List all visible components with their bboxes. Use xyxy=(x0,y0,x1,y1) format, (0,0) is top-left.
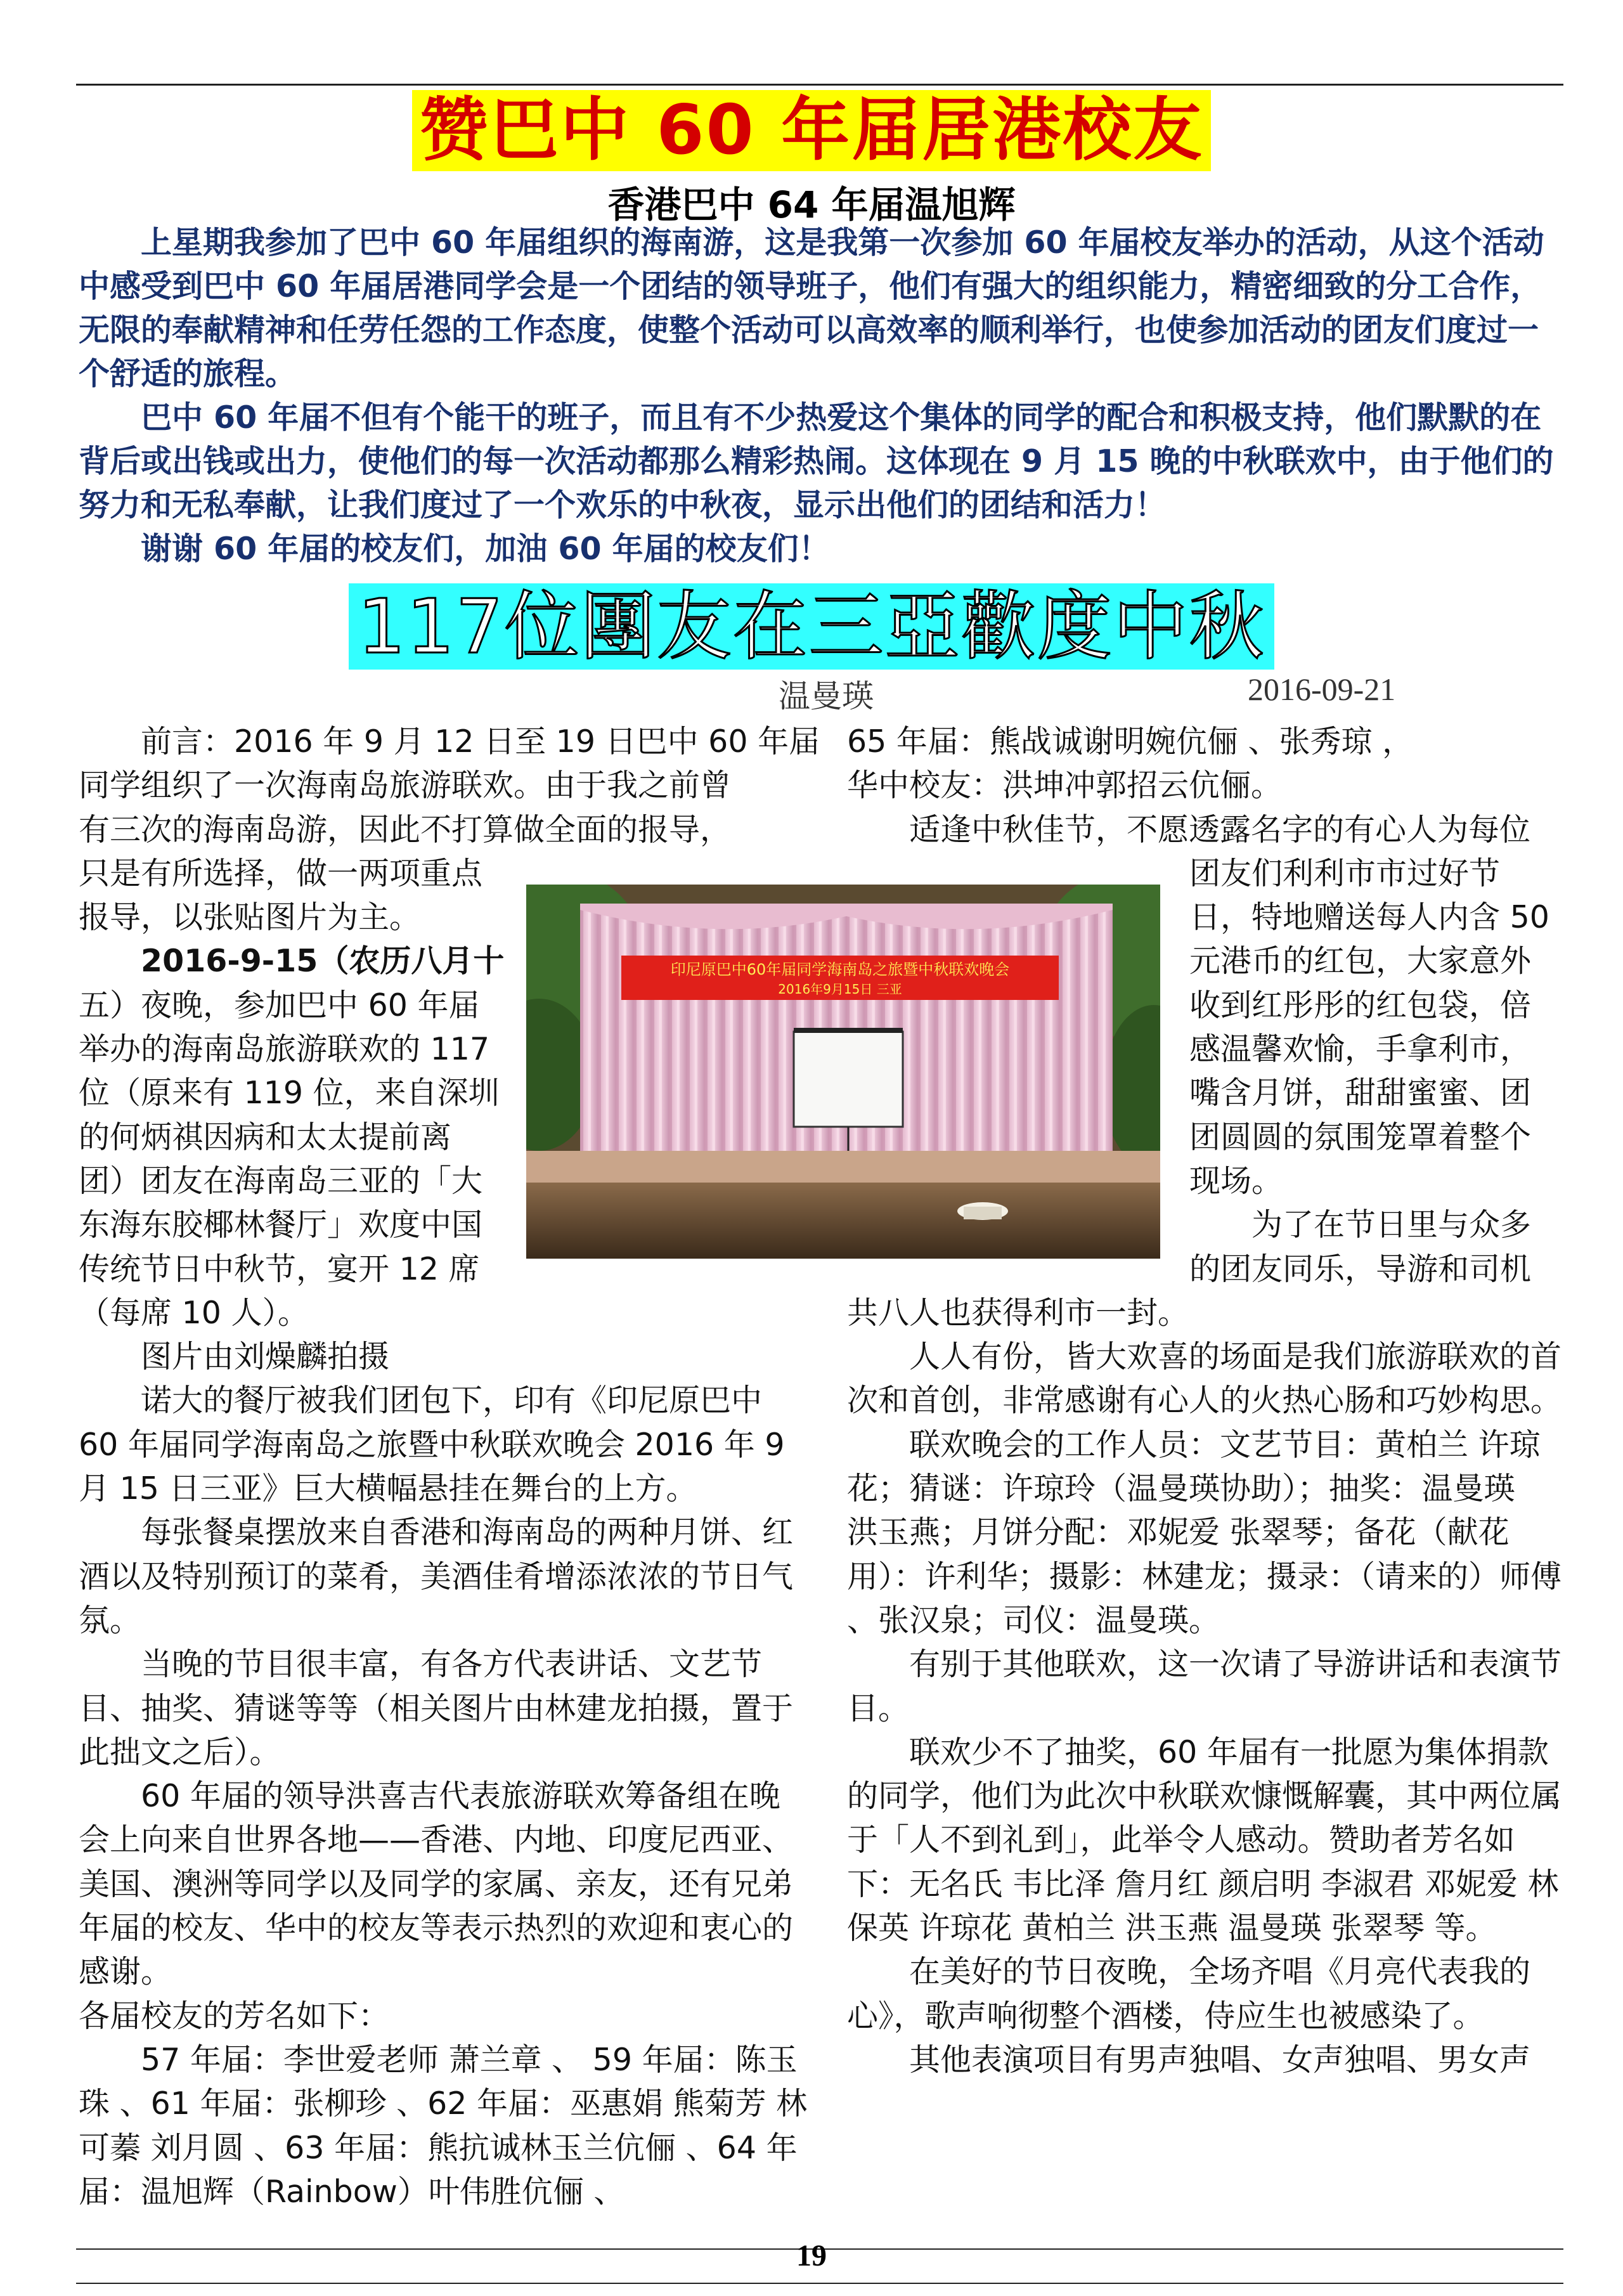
text-line: （每席 10 人）。 xyxy=(79,1294,309,1331)
article1-title-wrap xyxy=(0,90,1623,171)
text-line: 传统节日中秋节，宴开 12 席 xyxy=(79,1250,480,1287)
text-line: 只是有所选择，做一两项重点 xyxy=(79,855,483,892)
article1-body xyxy=(79,221,1556,571)
banner-text: 印尼原巴中60年届同学海南岛之旅暨中秋联欢晚会 xyxy=(670,961,1010,978)
text-line: 感温馨欢愉，手拿利市， xyxy=(1189,1031,1532,1068)
text-line: 现场。 xyxy=(1189,1162,1283,1199)
text-line: 嘴含月饼，甜甜蜜蜜、团 xyxy=(1189,1075,1532,1112)
text-line: 举办的海南岛旅游联欢的 117 xyxy=(79,1031,490,1068)
article2-title: 117位團友在三亞歡度中秋 xyxy=(349,583,1274,670)
top-rule xyxy=(76,84,1563,86)
paragraph: 诺大的餐厅被我们团包下，印有《印尼原巴中 60 年届同学海南岛之旅暨中秋联欢晚会 2016 年 9 月 15 日三亚》巨大横幅悬挂在舞台的上方。 xyxy=(79,1382,785,1507)
text-line: 东海东胶椰林餐厅」欢度中国 xyxy=(79,1207,483,1243)
text-line: 有三次的海南岛游，因此不打算做全面的报导， xyxy=(79,811,732,848)
stage-photo xyxy=(526,885,1160,1259)
article1-paragraph: 谢谢 60 年届的校友们，加油 60 年届的校友们！ xyxy=(141,531,830,567)
paragraph: 有别于其他联欢，这一次请了导游讲话和表演节目。 xyxy=(847,1646,1562,1727)
text-line: 2016-9-15（农历八月十 xyxy=(141,943,505,980)
text-line: 适逢中秋佳节，不愿透露名字的有心人为每位 xyxy=(909,811,1531,848)
paragraph: 洪玉燕；月饼分配：邓妮爱 张翠琴；备花（献花用）：许利华；摄影：林建龙；摄录：（请来的）师傅 、张汉泉；司仪：温曼瑛。 xyxy=(847,1514,1562,1638)
text-line: 收到红彤彤的红包袋，倍 xyxy=(1189,987,1532,1023)
stage-photo-illustration xyxy=(526,885,1160,1259)
text-line: 同学组织了一次海南岛旅游联欢。由于我之前曾 xyxy=(79,767,732,804)
text-line: 共八人也获得利市一封。 xyxy=(847,1294,1189,1331)
text-line: 五）夜晚，参加巴中 60 年届 xyxy=(79,987,480,1023)
bottom-rule-lower xyxy=(76,2283,1563,2284)
paragraph: 联欢少不了抽奖，60 年届有一批愿为集体捐款的同学，他们为此次中秋联欢慷慨解囊，其中两位属于「人不到礼到」，此举令人感动。赞助者芳名如下：无名氏 韦比泽 詹月红 颜启明 李淑君 邓妮爱 林保英 许琼花 黄柏兰 洪玉燕 温曼瑛 张翠琴 等。 xyxy=(847,1734,1562,1947)
text-line: 65 年届：熊战诚谢明婉伉俪 、张秀琼 ， xyxy=(847,723,1414,760)
page-number: 19 xyxy=(796,2239,827,2273)
banner-date: 2016年9月15日 三亚 xyxy=(778,982,902,997)
article2-date: 2016-09-21 xyxy=(1248,671,1396,707)
paragraph: 当晚的节目很丰富，有各方代表讲话、文艺节目、抽奖、猜谜等等（相关图片由林建龙拍摄，置于此拙文之后）。 xyxy=(79,1646,794,1770)
text-line: 元港币的红包，大家意外 xyxy=(1189,943,1532,980)
text-line: 团友们利利市市过好节 xyxy=(1189,855,1501,892)
text-line: 华中校友：洪坤冲郭招云伉俪。 xyxy=(847,767,1283,804)
text-line: 的团友同乐，导游和司机 xyxy=(1189,1250,1532,1287)
paragraph: 人人有份，皆大欢喜的场面是我们旅游联欢的首次和首创，非常感谢有心人的火热心肠和巧妙构思。 xyxy=(847,1339,1562,1419)
text-line: 日，特地赠送每人内含 50 xyxy=(1189,899,1549,936)
text-line: 团）团友在海南岛三亚的「大 xyxy=(79,1162,483,1199)
paragraph: 每张餐桌摆放来自香港和海南岛的两种月饼、红酒以及特别预订的菜肴，美酒佳肴增添浓浓的节日气氛。 xyxy=(79,1514,794,1638)
article1-paragraph: 上星期我参加了巴中 60 年届组织的海南游，这是我第一次参加 60 年届校友举办的活动，从这个活动中感受到巴中 60 年届居港同学会是一个团结的领导班子，他们有强大的组织能力，精密细致的分工合作，无限的奉献精神和任劳任怨的工作态度，使整个活动可以高效率的顺利举行，也使参加活动的团友们度过一个舒适的旅程。 xyxy=(79,224,1544,392)
text-line: 前言：2016 年 9 月 12 日至 19 日巴中 60 年届 xyxy=(141,723,820,760)
paragraph: 在美好的节日夜晚，全场齐唱《月亮代表我的心》，歌声响彻整个酒楼，侍应生也被感染了。 xyxy=(847,1954,1531,2034)
article2-author: 温曼瑛 xyxy=(779,678,874,715)
alumni-list: 57 年届：李世爱老师 萧兰章 、 59 年届：陈玉珠 、61 年届：张柳珍 、62 年届：巫惠娟 熊菊芳 林可蓁 刘月圆 、63 年届：熊抗诚林玉兰伉俪 、64 年届：温旭辉（Rainbow）叶伟胜伉俪 、 xyxy=(79,2041,808,2210)
paragraph: 其他表演项目有男声独唱、女声独唱、男女声 xyxy=(909,2041,1531,2078)
paragraph: 60 年届的领导洪喜吉代表旅游联欢筹备组在晚会上向来自世界各地——香港、内地、印度尼西亚、美国、澳洲等同学以及同学的家属、亲友，还有兄弟年届的校友、华中的校友等表示热烈的欢迎和衷心的感谢。 xyxy=(79,1778,794,1990)
article1-byline: 香港巴中 64 年届温旭辉 xyxy=(607,183,1016,226)
text-line: 位（原来有 119 位，来自深圳 xyxy=(79,1075,500,1112)
text-line: 团圆圆的氛围笼罩着整个 xyxy=(1189,1119,1532,1155)
text-line: 为了在节日里与众多 xyxy=(1251,1207,1532,1243)
paragraph: 联欢晚会的工作人员：文艺节目：黄柏兰 许琼花；猜谜：许琼玲（温曼瑛协助）；抽奖：温曼瑛 xyxy=(847,1426,1541,1507)
article2-title-wrap xyxy=(0,583,1623,670)
paragraph: 图片由刘燥麟拍摄 xyxy=(141,1339,390,1375)
text-line: 报导，以张贴图片为主。 xyxy=(79,899,421,936)
article1-title: 赞巴中 60 年届居港校友 xyxy=(412,90,1212,171)
paragraph: 各届校友的芳名如下： xyxy=(79,1997,390,2034)
text-line: 的何炳祺因病和太太提前离 xyxy=(79,1119,452,1155)
article1-paragraph: 巴中 60 年届不但有个能干的班子，而且有不少热爱这个集体的同学的配合和积极支持，他们默默的在背后或出钱或出力，使他们的每一次活动都那么精彩热闹。这体现在 9 月 15 晚的中秋联欢中，由于他们的努力和无私奉献，让我们度过了一个欢乐的中秋夜，显示出他们的团结和活力！ xyxy=(79,399,1554,523)
